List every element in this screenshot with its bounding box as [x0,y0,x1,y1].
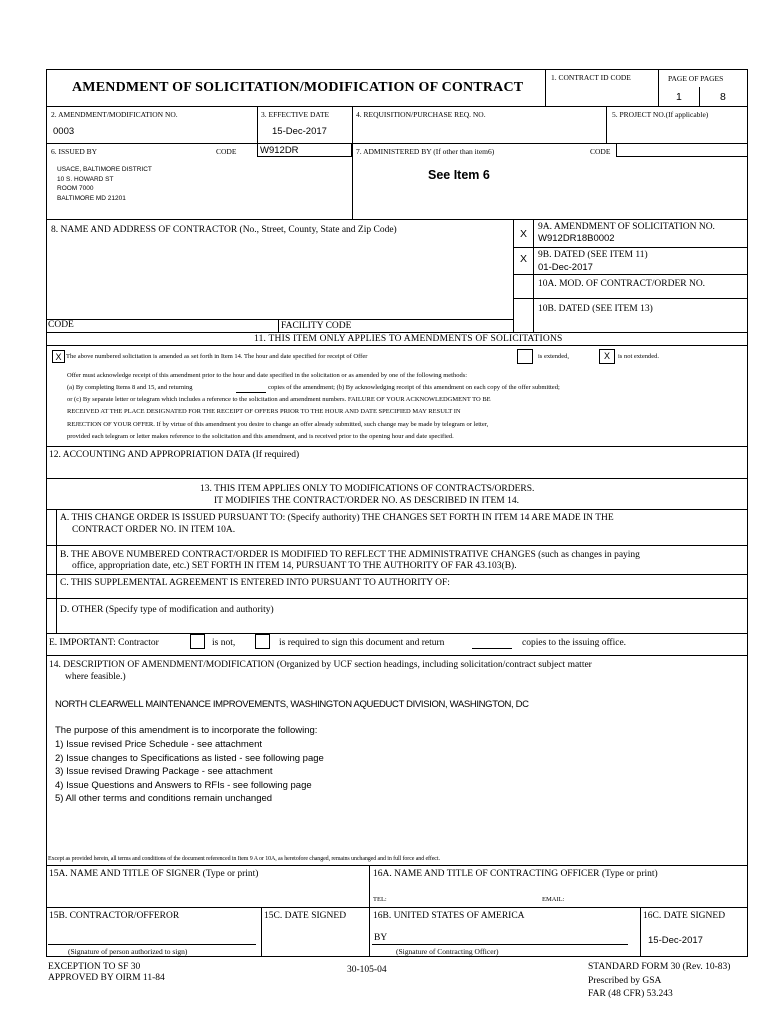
item14-purpose: The purpose of this amendment is to incorporate the following: [55,725,318,736]
item13-c: C. THIS SUPPLEMENTAL AGREEMENT IS ENTERED INTO PURSUANT TO AUTHORITY OF: [60,578,450,588]
item14-list-item: 3) Issue revised Drawing Package - see attachment [55,766,273,777]
item11-line3: or (c) By separate letter or telegram which includes a reference to the solicitation and amendment numbers. FAILURE OF YOUR ACKNOWLEDGMENT TO BE [67,396,491,403]
item9a-value: W912DR18B0002 [538,233,615,244]
footer-prescribed: Prescribed by GSA [588,976,662,986]
footer-exception: EXCEPTION TO SF 30 [48,962,141,972]
item16a-email: EMAIL: [542,896,565,903]
administered-by-code-label: CODE [590,147,611,156]
item9a-mark: X [520,228,528,240]
item16b-label: 16B. UNITED STATES OF AMERICA [373,911,525,921]
item11-extended-checkbox[interactable] [517,349,533,364]
administered-by-code-box [616,143,748,157]
item-e-is-not-checkbox[interactable] [190,634,205,649]
item14-list-item: 5) All other terms and conditions remain unchanged [55,793,273,804]
item14-label-line1: 14. DESCRIPTION OF AMENDMENT/MODIFICATION (Organized by UCF section headings, including solicitation/contract subject matter [49,660,592,670]
contractor-label: 8. NAME AND ADDRESS OF CONTRACTOR (No., Street, County, State and Zip Code) [51,225,397,235]
item-e-label: E. IMPORTANT: Contractor [49,638,159,648]
item11-line6: provided each telegram or letter makes reference to the solicitation and this amendment, and is received prior to the opening hour and date specified. [67,433,454,440]
footer-standard-form: STANDARD FORM 30 (Rev. 10-83) [588,962,731,972]
item14-label-line2: where feasible.) [65,672,126,682]
item13-heading2: IT MODIFIES THE CONTRACT/ORDER NO. AS DESCRIBED IN ITEM 14. [214,496,519,506]
requisition-label: 4. REQUISITION/PURCHASE REQ. NO. [356,110,486,119]
amendment-no-label: 2. AMENDMENT/MODIFICATION NO. [51,110,178,119]
item14-except: Except as provided herein, all terms and conditions of the document referenced in Item 9 A or 10A, as heretofore changed, remains unchanged and in full force and effect. [48,856,440,862]
item9b-mark: X [520,253,528,265]
facility-code-label: FACILITY CODE [281,321,352,331]
form-title: AMENDMENT OF SOLICITATION/MODIFICATION OF CONTRACT [72,80,524,95]
footer-far: FAR (48 CFR) 53.243 [588,989,673,999]
item11-line2b: copies of the amendment; (b) By acknowledging receipt of this amendment on each copy of the offer submitted; [268,384,560,391]
item16b-signature-caption: (Signature of Contracting Officer) [396,947,499,956]
issued-by-code-value: W912DR [260,145,299,156]
contract-id-label: 1. CONTRACT ID CODE [551,73,631,82]
item15a-label: 15A. NAME AND TITLE OF SIGNER (Type or print) [49,869,259,879]
item11-extended-label: is extended, [538,353,570,360]
item11-amended-text: The above numbered solicitation is amended as set forth in Item 14. The hour and date specified for receipt of Offer [66,353,368,360]
item13-d: D. OTHER (Specify type of modification and authority) [60,605,274,615]
project-no-label: 5. PROJECT NO.(If applicable) [612,110,709,119]
item12-label: 12. ACCOUNTING AND APPROPRIATION DATA (If required) [49,450,300,460]
item11-not-extended-label: is not extended. [618,353,659,360]
item10a-label: 10A. MOD. OF CONTRACT/ORDER NO. [538,279,706,289]
page-number: 1 [676,91,682,103]
item16c-value: 15-Dec-2017 [648,935,703,946]
item13-a-line1: A. THIS CHANGE ORDER IS ISSUED PURSUANT TO: (Specify authority) THE CHANGES SET FORTH IN ITEM 14 ARE MADE IN THE [60,513,614,523]
item13-a-line2: CONTRACT ORDER NO. IN ITEM 10A. [72,525,236,535]
item11-line5: REJECTION OF YOUR OFFER. If by virtue of this amendment you desire to change an offer already submitted, such change may be made by telegram or letter, [67,421,489,428]
item13-heading1: 13. THIS ITEM APPLIES ONLY TO MODIFICATIONS OF CONTRACTS/ORDERS. [200,484,535,494]
item16a-tel: TEL: [373,896,387,903]
issued-by-label: 6. ISSUED BY [51,147,98,156]
page-count: 8 [720,91,726,103]
item11-amended-checkbox[interactable]: X [52,350,65,363]
item16b-by: BY [374,933,388,943]
item14-list [55,738,324,806]
item13-b-line1: B. THE ABOVE NUMBERED CONTRACT/ORDER IS MODIFIED TO REFLECT THE ADMINISTRATIVE CHANGES (such as changes in paying [60,550,640,560]
administered-by-value: See Item 6 [428,168,490,182]
item15c-label: 15C. DATE SIGNED [264,911,347,921]
item11-line1: Offer must acknowledge receipt of this amendment prior to the hour and date specified in the solicitation or as amended by one of the following methods: [67,372,468,379]
issued-by-address: USACE, BALTIMORE DISTRICT 10 S. HOWARD ST ROOM 7000 BALTIMORE MD 21201 [57,166,152,202]
item14-list-item: 1) Issue revised Price Schedule - see attachment [55,739,262,750]
item13-b-line2: office, appropriation date, etc.) SET FORTH IN ITEM 14, PURSUANT TO THE AUTHORITY OF FAR 43.103(B). [72,561,517,571]
item-e-is-not: is not, [212,638,236,648]
item16a-label: 16A. NAME AND TITLE OF CONTRACTING OFFICER (Type or print) [373,869,658,879]
page-of-pages-label: PAGE OF PAGES [668,74,724,83]
item-e-is-required: is required to sign this document and return [279,638,445,648]
item9a-label: 9A. AMENDMENT OF SOLICITATION NO. [538,222,715,232]
item-e-is-required-checkbox[interactable] [255,634,270,649]
issued-by-code-label: CODE [216,147,237,156]
effective-date-label: 3. EFFECTIVE DATE [261,110,330,119]
amendment-no-value: 0003 [53,126,75,137]
item10b-label: 10B. DATED (SEE ITEM 13) [538,304,653,314]
item16c-label: 16C. DATE SIGNED [643,911,726,921]
item11-line2a: (a) By completing Items 8 and 15, and returning [67,384,193,391]
effective-date-value: 15-Dec-2017 [272,126,327,137]
item9b-label: 9B. DATED (SEE ITEM 11) [538,250,648,260]
item15b-label: 15B. CONTRACTOR/OFFEROR [49,911,180,921]
item14-list-item: 2) Issue changes to Specifications as listed - see following page [55,752,324,764]
item9b-value: 01-Dec-2017 [538,262,593,273]
item11-heading: 11. THIS ITEM ONLY APPLIES TO AMENDMENTS OF SOLICITATIONS [254,334,563,344]
item15b-signature-caption: (Signature of person authorized to sign) [68,947,188,956]
item14-project: NORTH CLEARWELL MAINTENANCE IMPROVEMENTS, WASHINGTON AQUEDUCT DIVISION, WASHINGTON, DC [55,699,529,710]
item14-list-item: 4) Issue Questions and Answers to RFIs - see following page [55,779,312,791]
contractor-code-label: CODE [48,320,74,330]
item-e-copies: copies to the issuing office. [522,638,627,648]
administered-by-label: 7. ADMINISTERED BY (If other than item6) [356,147,495,156]
item11-line4: RECEIVED AT THE PLACE DESIGNATED FOR THE RECEIPT OF OFFERS PRIOR TO THE HOUR AND DATE SPECIFIED MAY RESULT IN [67,408,461,415]
item11-not-extended-checkbox[interactable]: X [599,349,615,364]
footer-approved: APPROVED BY OIRM 11-84 [48,973,165,983]
footer-form-number: 30-105-04 [347,965,387,975]
